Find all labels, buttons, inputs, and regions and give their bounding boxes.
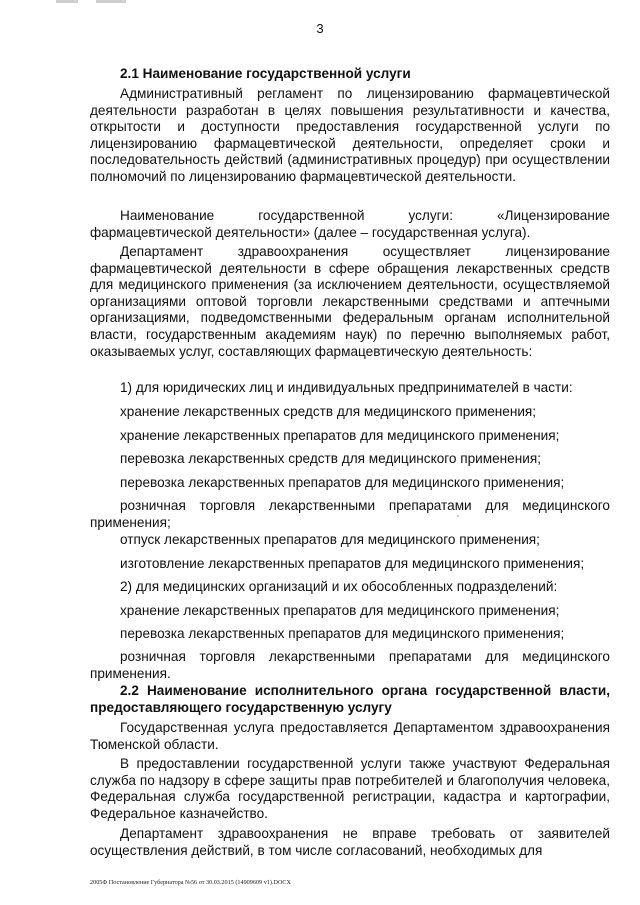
paragraph-department-restrictions: Департамент здравоохранения не вправе требовать от заявителей осуществления действий, в том числе согласований, необходимых для bbox=[90, 826, 610, 858]
paragraph-service-name: Наименование государственной услуги: «Лицензирование фармацевтической деятельности» (далее – государственная услуга). bbox=[90, 208, 610, 240]
list-item-retail: розничная торговля лекарственными препаратами для медицинского применения. bbox=[90, 649, 610, 681]
scan-artifact bbox=[56, 0, 78, 3]
list-item: перевозка лекарственных средств для медицинского применения; bbox=[120, 451, 541, 466]
scan-artifact bbox=[96, 0, 126, 3]
list-item: отпуск лекарственных препаратов для медицинского применения; bbox=[120, 532, 540, 547]
paragraph-regulation: Административный регламент по лицензированию фармацевтической деятельности разработан в целях повышения результативности и качества, открытости и доступности предоставления государственной услуги по лицензированию фармацевтической деятельности, определяет сроки и последовательность действий (административных процедур) при осуществлении полномочий по лицензированию фармацевтической деятельности. bbox=[90, 86, 610, 184]
list-item: перевозка лекарственных препаратов для медицинского применения; bbox=[120, 475, 565, 490]
list-item: перевозка лекарственных препаратов для медицинского применения; bbox=[120, 626, 565, 641]
scan-artifact bbox=[457, 515, 459, 517]
section-heading-2-2: 2.2 Наименование исполнительного органа государственной власти, предоставляющего государственную услугу bbox=[90, 683, 610, 715]
list-intro-legal-entities: 1) для юридических лиц и индивидуальных предпринимателей в части: bbox=[120, 380, 573, 395]
paragraph-department-licensing: Департамент здравоохранения осуществляет лицензирование фармацевтической деятельности в сфере обращения лекарственных средств для медицинского применения (за исключением деятельности, осуществляемой организациями оптовой торговли лекарственными средствами и аптечными организациями, подведомственными федеральным органам исполнительной власти, государственным академиям наук) по перечню выполняемых работ, оказываемых услуг, составляющих фармацевтическую деятельность: bbox=[90, 244, 610, 359]
list-item: хранение лекарственных средств для медицинского применения; bbox=[120, 404, 537, 419]
list-intro-medical-organizations: 2) для медицинских организаций и их обособленных подразделений: bbox=[120, 579, 558, 594]
section-heading-2-1: 2.1 Наименование государственной услуги bbox=[120, 66, 411, 81]
list-item: хранение лекарственных препаратов для медицинского применения; bbox=[120, 603, 560, 618]
document-footer: 2005Ф Постановление Губернатора №56 от 30.03.2015 (14909609 v1).DOCX bbox=[90, 879, 292, 886]
list-item: изготовление лекарственных препаратов для медицинского применения; bbox=[120, 556, 585, 571]
list-item-retail: розничная торговля лекарственными препаратами для медицинского применения; bbox=[90, 498, 610, 530]
page-number: 3 bbox=[316, 21, 324, 36]
paragraph-department-provides: Государственная услуга предоставляется Департаментом здравоохранения Тюменской области. bbox=[90, 720, 610, 752]
list-item: хранение лекарственных препаратов для медицинского применения; bbox=[120, 428, 560, 443]
paragraph-participants: В предоставлении государственной услуги также участвуют Федеральная служба по надзору в сфере защиты прав потребителей и благополучия человека, Федеральная служба государственной регистрации, кадастра и картографии, Федеральное казначейство. bbox=[90, 756, 610, 821]
